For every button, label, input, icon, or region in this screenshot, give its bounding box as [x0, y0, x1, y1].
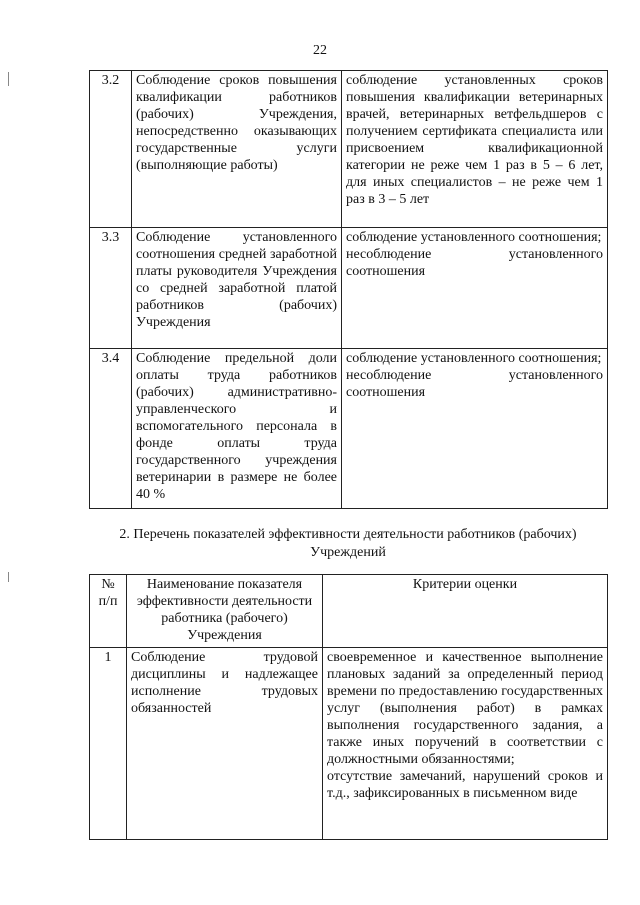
indicator-cell: Соблюдение трудовой дисциплины и надлежащее исполнение трудовых обязанностей [127, 648, 323, 840]
scan-artifact [8, 72, 9, 86]
table-row [90, 349, 608, 509]
column-header-indicator: Наименование показателя эффективности деятельности работника (рабочего) Учреждения [127, 575, 323, 648]
criteria-cell: соблюдение установленных сроков повышения квалификации ветеринарных врачей, ветеринарных ветфельдшеров с получением сертификата специалиста или присвоением квалификационной категории не реже чем 1 раз в 5 – 6 лет, для иных специалистов – не реже чем 1 раз в 3 – 5 лет [342, 71, 608, 228]
table-row [90, 228, 608, 349]
indicator-cell: Соблюдение предельной доли оплаты труда работников (рабочих) административно-управленческого и вспомогательного персонала в фонде оплаты труда государственного учреждения ветеринарии в размере не более 40 % [132, 349, 342, 509]
table-row [90, 648, 608, 840]
indicator-cell: Соблюдение установленного соотношения средней заработной платы руководителя Учреждения со средней заработной платой работников (рабочих) Учреждения [132, 228, 342, 349]
row-number: 1 [90, 648, 127, 840]
criteria-line: соблюдение установленного соотношения; [346, 230, 602, 245]
criteria-line: несоблюдение установленного соотношения [346, 368, 603, 400]
criteria-cell [323, 648, 608, 840]
employee-indicators-table [89, 574, 608, 840]
criteria-line: соблюдение установленного соотношения; [346, 351, 602, 366]
page-number: 22 [313, 43, 327, 58]
table-row [90, 71, 608, 228]
criteria-line: отсутствие замечаний, нарушений сроков и т.д., зафиксированных в письменном виде [327, 769, 603, 801]
indicators-table-continued [89, 70, 608, 509]
column-header-criteria: Критерии оценки [323, 575, 608, 648]
section-title: 2. Перечень показателей эффективности деятельности работников (рабочих) Учреждений [119, 527, 577, 560]
row-number: 3.3 [90, 228, 132, 349]
scan-artifact [8, 572, 9, 582]
row-number: 3.4 [90, 349, 132, 509]
indicator-cell: Соблюдение сроков повышения квалификации работников (рабочих) Учреждения, непосредственно оказывающих государственные услуги (выполняющие работы) [132, 71, 342, 228]
table-header-row [90, 575, 608, 648]
row-number: 3.2 [90, 71, 132, 228]
criteria-cell [342, 228, 608, 349]
criteria-line: своевременное и качественное выполнение плановых заданий за определенный период времени по предоставлению государственных услуг (выполнения работ) в рамках выполнения государственного задания, а также иных поручений в соответствии с должностными обязанностями; [327, 650, 603, 767]
criteria-line: несоблюдение установленного соотношения [346, 247, 603, 279]
criteria-cell [342, 349, 608, 509]
column-header-number: № п/п [90, 575, 127, 648]
